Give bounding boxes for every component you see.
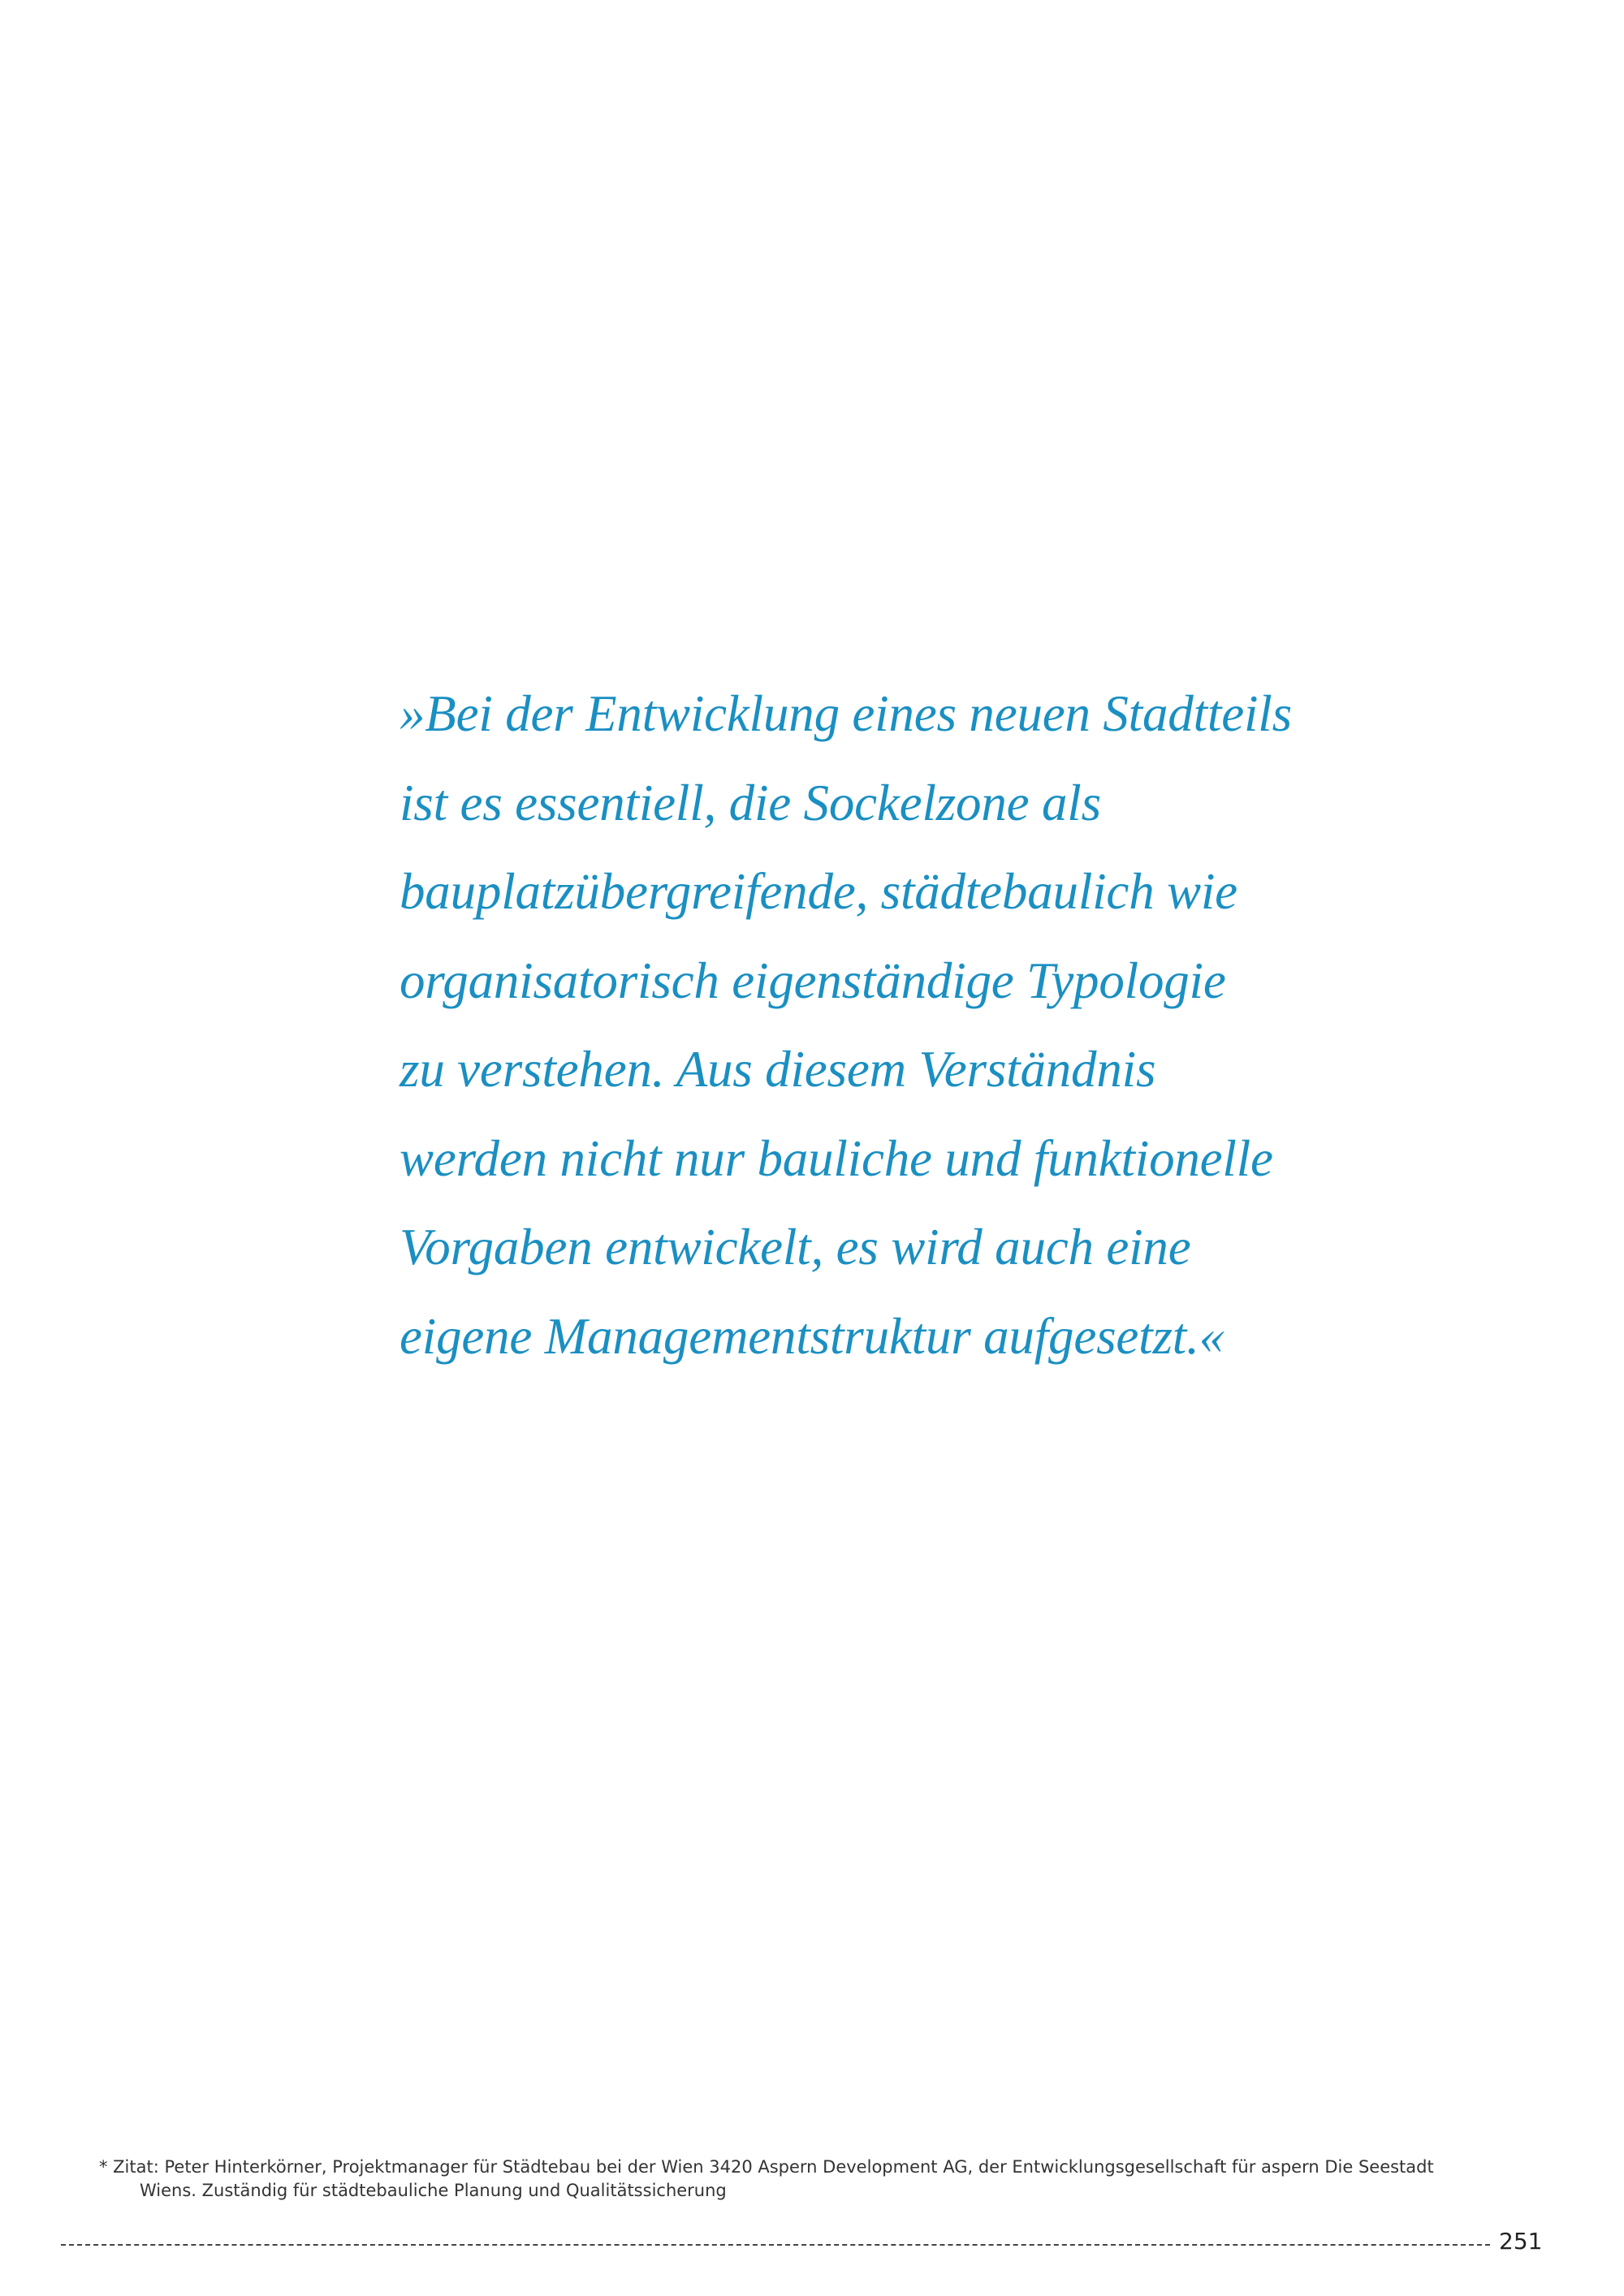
pull-quote — [400, 670, 1455, 1381]
quote-line: bauplatzübergreifende, städtebaulich wie — [400, 863, 1237, 920]
quote-line: Vorgaben entwickelt, es wird auch eine — [400, 1219, 1191, 1275]
page-number: 251 — [1499, 2228, 1543, 2255]
quote-line: »Bei der Entwicklung eines neuen Stadtteils — [400, 685, 1292, 742]
footnote — [99, 2156, 1463, 2203]
quote-line: ist es essentiell, die Sockelzone als — [400, 774, 1101, 831]
footnote-line-2: Wiens. Zuständig für städtebauliche Planung und Qualitätssicherung — [140, 2181, 727, 2200]
quote-line: eigene Managementstruktur aufgesetzt.« — [400, 1307, 1224, 1365]
quote-line: organisatorisch eigenständige Typologie — [400, 952, 1226, 1009]
quote-line: zu verstehen. Aus diesem Verständnis — [400, 1041, 1156, 1098]
footer-divider — [61, 2244, 1490, 2246]
quote-line: werden nicht nur bauliche und funktionelle — [400, 1129, 1273, 1187]
footnote-line-1: * Zitat: Peter Hinterkörner, Projektmanager für Städtebau bei der Wien 3420 Aspern Development AG, der Entwicklungsgesellschaft für aspern Die Seestadt — [99, 2157, 1434, 2177]
